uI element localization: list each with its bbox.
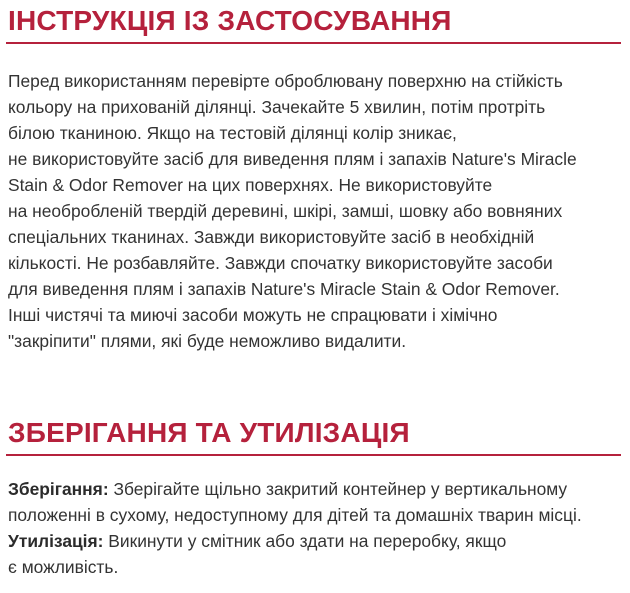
- storage-paragraph-line: [8, 476, 624, 502]
- storage-body: [0, 476, 630, 580]
- instructions-line: Інші чистячі та миючі засоби можуть не спрацювати і хімічно: [8, 305, 498, 325]
- instructions-divider: [6, 42, 621, 44]
- instructions-line: не використовуйте засіб для виведення плям і запахів Nature's Miracle: [8, 149, 577, 169]
- instructions-line: білою тканиною. Якщо на тестовій ділянці колір зникає,: [8, 123, 457, 143]
- disposal-label: Утилізація:: [8, 531, 104, 551]
- instructions-line: Stain & Odor Remover на цих поверхнях. Не використовуйте: [8, 175, 493, 195]
- disposal-text: Викинути у смітник або здати на переробку, якщо: [103, 531, 507, 551]
- disposal-paragraph-line: є можливість.: [8, 557, 119, 577]
- instructions-body: [0, 68, 630, 354]
- instructions-line: "закріпити" плями, які буде неможливо видалити.: [8, 331, 407, 351]
- storage-heading: ЗБЕРІГАННЯ ТА УТИЛІЗАЦІЯ: [8, 417, 410, 448]
- instructions-line: кількості. Не розбавляйте. Завжди спочатку використовуйте засоби: [8, 253, 553, 273]
- instructions-heading: ІНСТРУКЦІЯ ІЗ ЗАСТОСУВАННЯ: [8, 5, 452, 36]
- instructions-line: кольору на прихованій ділянці. Зачекайте 5 хвилин, потім протріть: [8, 97, 546, 117]
- storage-text: Зберігайте щільно закритий контейнер у вертикальному: [108, 479, 568, 499]
- storage-section: [0, 400, 630, 580]
- storage-label: Зберігання:: [8, 479, 109, 499]
- instructions-line: на необробленій твердій деревині, шкірі, замші, шовку або вовняних: [8, 201, 563, 221]
- instructions-line: для виведення плям і запахів Nature's Miracle Stain & Odor Remover.: [8, 279, 560, 299]
- storage-paragraph-line: положенні в сухому, недоступному для дітей та домашніх тварин місці.: [8, 505, 582, 525]
- disposal-paragraph-line: [8, 528, 624, 554]
- instructions-line: спеціальних тканинах. Завжди використовуйте засіб в необхідній: [8, 227, 535, 247]
- instructions-line: Перед використанням перевірте оброблювану поверхню на стійкість: [8, 71, 563, 91]
- storage-divider: [6, 454, 621, 456]
